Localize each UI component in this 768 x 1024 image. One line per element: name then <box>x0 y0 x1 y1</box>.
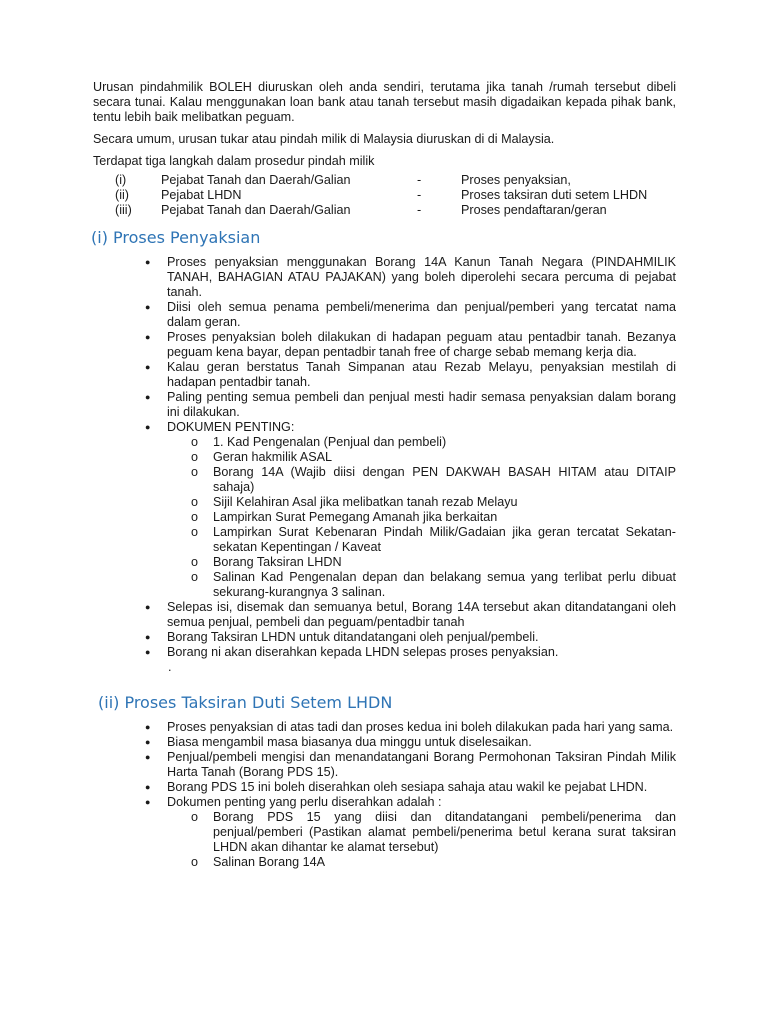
list-item: ● Penjual/pembeli mengisi dan menandatangani Borang Permohonan Taksiran Pindah Milik Harta Tanah (Borang PDS 15). <box>167 750 676 780</box>
sublist-item: o Geran hakmilik ASAL <box>213 450 676 465</box>
taksiran-bullet-list <box>167 720 676 870</box>
intro-paragraph-3: Terdapat tiga langkah dalam prosedur pindah milik <box>93 154 375 168</box>
trailing-dot: . <box>168 660 172 674</box>
documents-sublist <box>213 810 676 870</box>
documents-sublist <box>213 435 676 600</box>
list-item: ● Paling penting semua pembeli dan penjual mesti hadir semasa penyaksian dalam borang ini dilakukan. <box>167 390 676 420</box>
step-number: (ii) <box>115 188 129 202</box>
step-row <box>115 188 676 203</box>
list-item: ● Borang PDS 15 ini boleh diserahkan oleh sesiapa sahaja atau wakil ke pejabat LHDN. <box>167 780 676 795</box>
list-item: ● Proses penyaksian boleh dilakukan di hadapan peguam atau pentadbir tanah. Bezanya peguam kena bayar, depan pentadbir tanah free of charge sebab memang kerja dia. <box>167 330 676 360</box>
list-item: ● Proses penyaksian di atas tadi dan proses kedua ini boleh dilakukan pada hari yang sama. <box>167 720 676 735</box>
list-item: ● Biasa mengambil masa biasanya dua minggu untuk diselesaikan. <box>167 735 676 750</box>
step-row <box>115 203 676 218</box>
sublist-item: o Borang PDS 15 yang diisi dan ditandatangani pembeli/penerima dan penjual/pemberi (Pastikan alamat pembeli/penerima betul kerana surat taksiran LHDN akan dihantar ke alamat tersebut) <box>213 810 676 855</box>
documents-label: Dokumen penting yang perlu diserahkan adalah : <box>167 795 442 809</box>
documents-label: DOKUMEN PENTING: <box>167 420 295 434</box>
list-item: ● Borang Taksiran LHDN untuk ditandatangani oleh penjual/pembeli. <box>167 630 676 645</box>
step-office: Pejabat Tanah dan Daerah/Galian <box>161 203 351 217</box>
list-item-documents <box>167 795 676 870</box>
document-content <box>93 80 676 870</box>
step-number: (i) <box>115 173 127 187</box>
sublist-item: o Salinan Borang 14A <box>213 855 676 870</box>
intro-paragraph-2: Secara umum, urusan tukar atau pindah milik di Malaysia diuruskan di di Malaysia. <box>93 132 555 146</box>
step-number: (iii) <box>115 203 132 217</box>
step-process: Proses penyaksian, <box>461 173 571 187</box>
sublist-item: o Lampirkan Surat Pemegang Amanah jika berkaitan <box>213 510 676 525</box>
sublist-item: o Lampirkan Surat Kebenaran Pindah Milik/Gadaian jika geran tercatat Sekatan-sekatan Kepentingan / Kaveat <box>213 525 676 555</box>
list-item-documents <box>167 420 676 600</box>
section-heading-penyaksian: (i) Proses Penyaksian <box>91 228 261 247</box>
sublist-item: o 1. Kad Pengenalan (Penjual dan pembeli) <box>213 435 676 450</box>
sublist-item: o Salinan Kad Pengenalan depan dan belakang semua yang terlibat perlu dibuat sekurang-kurangnya 3 salinan. <box>213 570 676 600</box>
step-office: Pejabat LHDN <box>161 188 242 202</box>
step-office: Pejabat Tanah dan Daerah/Galian <box>161 173 351 187</box>
step-process: Proses taksiran duti setem LHDN <box>461 188 648 202</box>
list-item: ● Diisi oleh semua penama pembeli/menerima dan penjual/pemberi yang tercatat nama dalam geran. <box>167 300 676 330</box>
sublist-item: o Borang Taksiran LHDN <box>213 555 676 570</box>
step-process: Proses pendaftaran/geran <box>461 203 607 217</box>
section-heading-taksiran: (ii) Proses Taksiran Duti Setem LHDN <box>98 693 393 712</box>
sublist-item: o Borang 14A (Wajib diisi dengan PEN DAKWAH BASAH HITAM atau DITAIP sahaja) <box>213 465 676 495</box>
step-row <box>115 173 676 188</box>
sublist-item: o Sijil Kelahiran Asal jika melibatkan tanah rezab Melayu <box>213 495 676 510</box>
step-dash: - <box>417 203 422 217</box>
intro-paragraph-1: Urusan pindahmilik BOLEH diuruskan oleh anda sendiri, terutama jika tanah /rumah tersebut dibeli secara tunai. Kalau menggunakan loan bank atau tanah tersebut masih digadaikan kepada pihak bank, tentu lebih baik melibatkan peguam. <box>93 80 676 124</box>
list-item: ● Selepas isi, disemak dan semuanya betul, Borang 14A tersebut akan ditandatangani oleh semua penjual, pembeli dan peguam/pentadbir tanah <box>167 600 676 630</box>
list-item: ● Borang ni akan diserahkan kepada LHDN selepas proses penyaksian. <box>167 645 676 660</box>
penyaksian-bullet-list <box>167 255 676 660</box>
steps-list <box>115 173 676 218</box>
list-item: ● Proses penyaksian menggunakan Borang 14A Kanun Tanah Negara (PINDAHMILIK TANAH, BAHAGIAN ATAU PAJAKAN) yang boleh diperolehi secara percuma di pejabat tanah. <box>167 255 676 300</box>
step-dash: - <box>417 173 422 187</box>
list-item: ● Kalau geran berstatus Tanah Simpanan atau Rezab Melayu, penyaksian mestilah di hadapan pentadbir tanah. <box>167 360 676 390</box>
step-dash: - <box>417 188 422 202</box>
